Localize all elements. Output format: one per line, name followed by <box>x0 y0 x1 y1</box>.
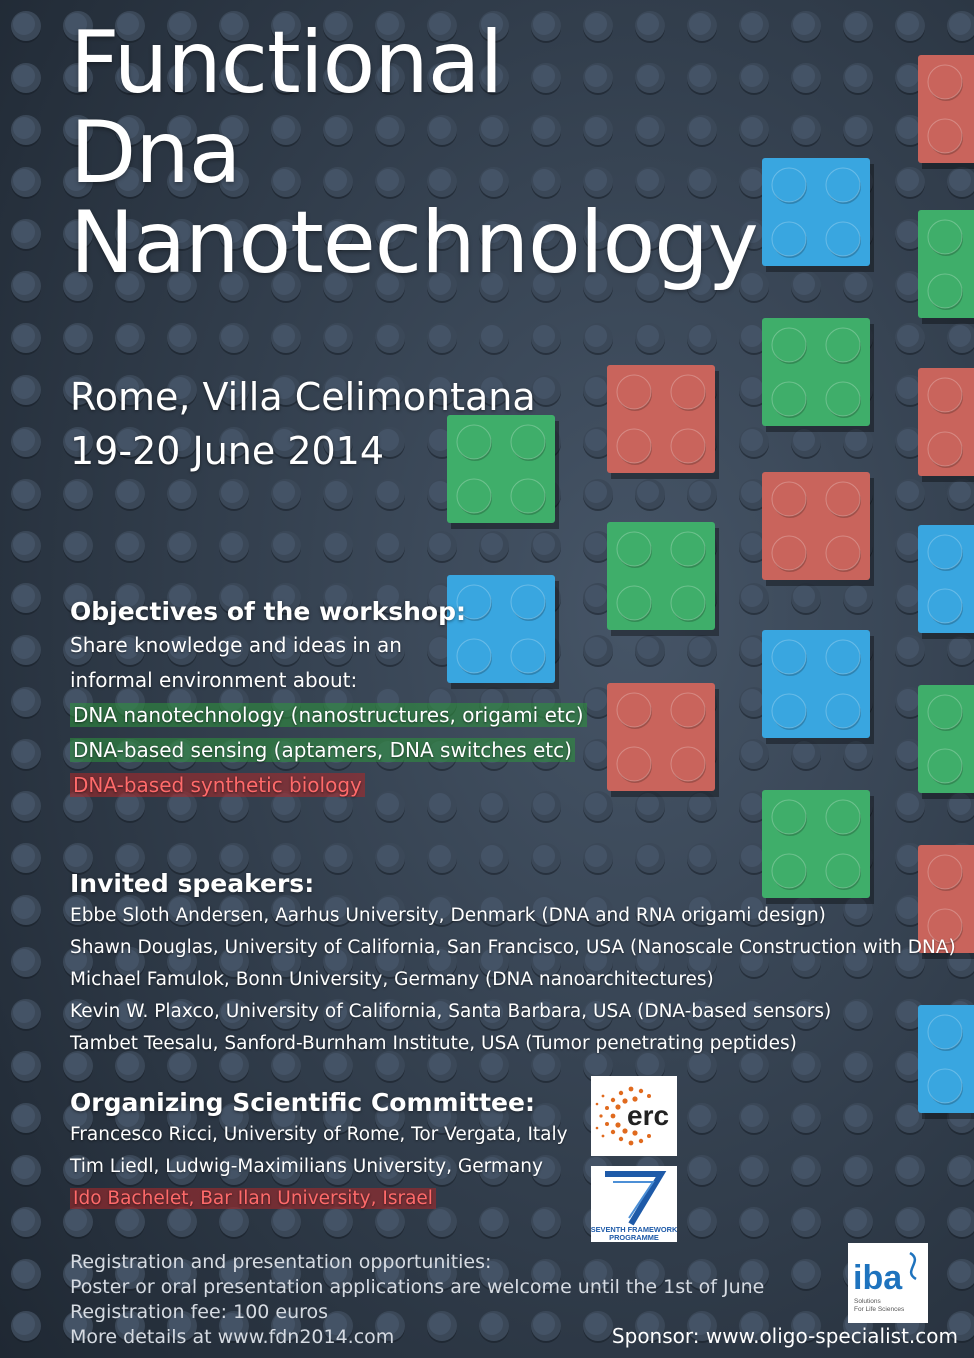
iba-logo <box>848 1243 928 1323</box>
speaker-item: Shawn Douglas, University of California, San Francisco, USA (Nanoscale Construction with DNA) <box>70 937 956 958</box>
speaker-item: Michael Famulok, Bonn University, Germany (DNA nanoarchitectures) <box>70 969 714 990</box>
erc-logo <box>591 1076 677 1156</box>
speakers-heading: Invited speakers: <box>70 869 315 898</box>
speaker-item: Ebbe Sloth Andersen, Aarhus University, Denmark (DNA and RNA origami design) <box>70 905 826 926</box>
lego-brick <box>607 683 719 797</box>
topic-dna-sensing: DNA-based sensing (aptamers, DNA switches etc) <box>70 738 575 762</box>
poster-title <box>70 13 758 293</box>
iba-logo-graphic <box>848 1243 928 1323</box>
lego-brick <box>762 472 874 586</box>
fp7-logo-graphic <box>591 1166 677 1242</box>
committee-section <box>70 1087 568 1215</box>
erc-text: erc <box>627 1100 670 1131</box>
objectives-intro-2: informal environment about: <box>70 668 358 692</box>
lego-brick <box>607 522 719 636</box>
sponsor-link[interactable]: Sponsor: www.oligo-specialist.com <box>611 1324 958 1348</box>
speaker-item: Tambet Teesalu, Sanford-Burnham Institute, USA (Tumor penetrating peptides) <box>70 1033 797 1054</box>
lego-brick <box>918 685 974 799</box>
lego-brick <box>918 525 974 639</box>
objectives-heading: Objectives of the workshop: <box>70 597 466 626</box>
topic-synthetic-biology: DNA-based synthetic biology <box>70 773 365 797</box>
fp7-logo <box>591 1166 677 1242</box>
objectives-section <box>70 596 587 803</box>
objectives-intro-1: Share knowledge and ideas in an <box>70 633 402 657</box>
lego-brick <box>762 318 874 432</box>
topic-dna-nanotechnology: DNA nanotechnology (nanostructures, origami etc) <box>70 703 587 727</box>
speakers-section <box>70 868 956 1060</box>
lego-brick <box>918 55 974 169</box>
lego-brick <box>762 158 874 272</box>
venue-block <box>70 370 536 478</box>
title-line-3: Nanotechnology <box>70 193 758 293</box>
speaker-item: Kevin W. Plaxco, University of California, Santa Barbara, USA (DNA-based sensors) <box>70 1001 832 1022</box>
committee-member: Tim Liedl, Ludwig-Maximilians University, Germany <box>70 1156 543 1177</box>
lego-brick <box>918 368 974 482</box>
fp7-text-2: PROGRAMME <box>609 1233 659 1242</box>
lego-brick <box>607 365 719 479</box>
registration-line: Registration fee: 100 euros <box>70 1301 329 1323</box>
fp7-text-1: SEVENTH FRAMEWORK <box>591 1225 677 1234</box>
committee-heading: Organizing Scientific Committee: <box>70 1088 535 1117</box>
committee-member: Ido Bachelet, Bar Ilan University, Israel <box>70 1188 436 1209</box>
iba-text: iba <box>853 1259 903 1297</box>
lego-brick <box>918 210 974 324</box>
registration-line: Poster or oral presentation applications are welcome until the 1st of June <box>70 1276 765 1298</box>
registration-line: Registration and presentation opportunities: <box>70 1251 492 1273</box>
venue-dates: 19-20 June 2014 <box>70 429 385 473</box>
title-line-2: Dna <box>70 103 241 203</box>
committee-member: Francesco Ricci, University of Rome, Tor Vergata, Italy <box>70 1124 568 1145</box>
lego-brick <box>762 630 874 744</box>
venue-place: Rome, Villa Celimontana <box>70 375 536 419</box>
erc-logo-graphic <box>591 1076 677 1156</box>
iba-tagline-1: Solutions <box>854 1298 881 1305</box>
title-line-1: Functional <box>70 13 503 113</box>
details-link[interactable]: More details at www.fdn2014.com <box>70 1326 395 1348</box>
iba-tagline-2: For Life Sciences <box>854 1306 905 1313</box>
